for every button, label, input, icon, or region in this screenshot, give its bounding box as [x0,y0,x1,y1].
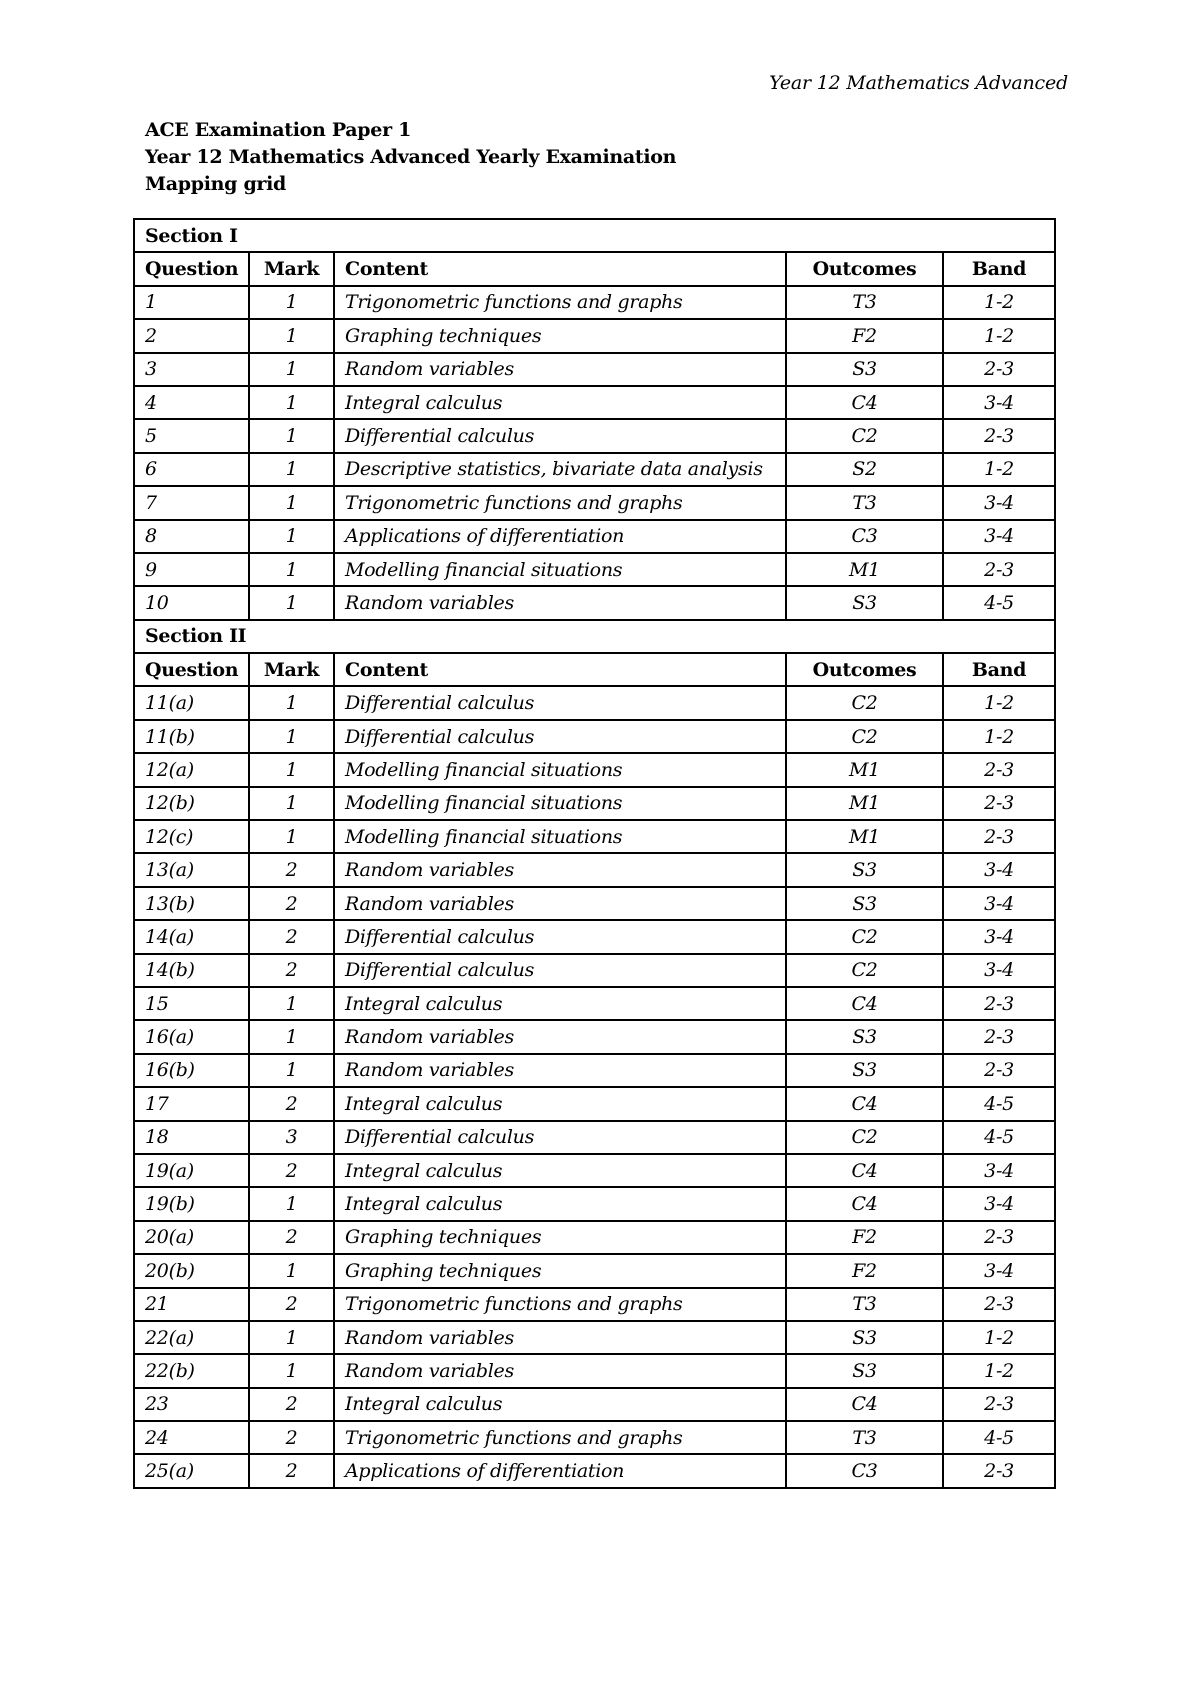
cell-band: 2-3 [943,419,1055,452]
cell-outcome: T3 [786,286,943,319]
column-header-question: Question [134,653,249,686]
cell-question: 19(b) [134,1187,249,1220]
document-title [145,117,676,198]
cell-outcome: S2 [786,453,943,486]
cell-content: Random variables [334,1354,786,1387]
cell-mark: 2 [249,1087,334,1120]
cell-band: 1-2 [943,720,1055,753]
table-row [134,686,1055,719]
section-title: Section II [134,620,1055,653]
cell-band: 3-4 [943,1187,1055,1220]
cell-content: Integral calculus [334,1154,786,1187]
cell-band: 1-2 [943,1321,1055,1354]
cell-outcome: M1 [786,787,943,820]
table-row [134,419,1055,452]
cell-question: 15 [134,987,249,1020]
cell-outcome: F2 [786,1254,943,1287]
table-row [134,920,1055,953]
cell-question: 5 [134,419,249,452]
cell-outcome: M1 [786,820,943,853]
cell-mark: 2 [249,1454,334,1487]
column-header-outcome: Outcomes [786,653,943,686]
cell-content: Graphing techniques [334,1221,786,1254]
cell-mark: 2 [249,887,334,920]
table-row [134,853,1055,886]
cell-content: Integral calculus [334,1388,786,1421]
table-row [134,1154,1055,1187]
cell-content: Differential calculus [334,920,786,953]
cell-question: 22(a) [134,1321,249,1354]
cell-question: 12(c) [134,820,249,853]
cell-question: 19(a) [134,1154,249,1187]
cell-band: 3-4 [943,887,1055,920]
cell-question: 23 [134,1388,249,1421]
cell-content: Differential calculus [334,720,786,753]
cell-outcome: S3 [786,1020,943,1053]
cell-band: 2-3 [943,787,1055,820]
cell-mark: 1 [249,386,334,419]
cell-question: 4 [134,386,249,419]
cell-band: 4-5 [943,1421,1055,1454]
cell-outcome: T3 [786,1288,943,1321]
table-row [134,1421,1055,1454]
cell-mark: 1 [249,720,334,753]
cell-mark: 1 [249,1054,334,1087]
table-row [134,987,1055,1020]
cell-outcome: F2 [786,1221,943,1254]
cell-mark: 1 [249,553,334,586]
cell-mark: 1 [249,753,334,786]
cell-question: 2 [134,319,249,352]
cell-mark: 2 [249,1288,334,1321]
cell-band: 2-3 [943,820,1055,853]
cell-content: Modelling financial situations [334,787,786,820]
cell-outcome: C3 [786,1454,943,1487]
cell-mark: 1 [249,353,334,386]
cell-outcome: C2 [786,720,943,753]
cell-outcome: C2 [786,686,943,719]
cell-content: Modelling financial situations [334,820,786,853]
cell-content: Random variables [334,353,786,386]
cell-band: 4-5 [943,586,1055,619]
table-row [134,1187,1055,1220]
table-row [134,553,1055,586]
cell-question: 8 [134,520,249,553]
section-title: Section I [134,219,1055,252]
table-row [134,1321,1055,1354]
cell-content: Applications of differentiation [334,1454,786,1487]
table-row [134,820,1055,853]
cell-mark: 1 [249,820,334,853]
table-row [134,1354,1055,1387]
cell-mark: 1 [249,453,334,486]
cell-outcome: S3 [786,1354,943,1387]
cell-band: 2-3 [943,1020,1055,1053]
table-row [134,1454,1055,1487]
cell-content: Graphing techniques [334,319,786,352]
column-header-content: Content [334,252,786,285]
column-header-outcome: Outcomes [786,252,943,285]
cell-content: Applications of differentiation [334,520,786,553]
cell-question: 11(b) [134,720,249,753]
cell-band: 4-5 [943,1121,1055,1154]
table-row [134,319,1055,352]
cell-content: Random variables [334,1054,786,1087]
cell-content: Differential calculus [334,1121,786,1154]
cell-mark: 1 [249,520,334,553]
cell-band: 2-3 [943,553,1055,586]
cell-outcome: S3 [786,887,943,920]
table-row [134,386,1055,419]
cell-question: 6 [134,453,249,486]
cell-mark: 2 [249,853,334,886]
table-row [134,753,1055,786]
cell-content: Random variables [334,1020,786,1053]
column-header-content: Content [334,653,786,686]
cell-mark: 1 [249,1020,334,1053]
cell-mark: 1 [249,1187,334,1220]
cell-outcome: M1 [786,753,943,786]
cell-band: 1-2 [943,1354,1055,1387]
mapping-grid-body [134,219,1055,1488]
cell-outcome: T3 [786,486,943,519]
cell-outcome: C4 [786,386,943,419]
cell-content: Integral calculus [334,386,786,419]
cell-outcome: S3 [786,1054,943,1087]
cell-content: Differential calculus [334,686,786,719]
cell-band: 3-4 [943,486,1055,519]
cell-outcome: S3 [786,1321,943,1354]
table-row [134,1087,1055,1120]
cell-question: 22(b) [134,1354,249,1387]
cell-mark: 1 [249,1254,334,1287]
table-row [134,954,1055,987]
table-row [134,586,1055,619]
cell-question: 14(b) [134,954,249,987]
cell-content: Modelling financial situations [334,553,786,586]
cell-outcome: S3 [786,353,943,386]
cell-band: 2-3 [943,753,1055,786]
cell-band: 2-3 [943,1454,1055,1487]
cell-question: 10 [134,586,249,619]
cell-content: Graphing techniques [334,1254,786,1287]
cell-outcome: M1 [786,553,943,586]
table-row [134,787,1055,820]
cell-question: 11(a) [134,686,249,719]
cell-band: 1-2 [943,286,1055,319]
cell-band: 3-4 [943,1154,1055,1187]
cell-mark: 1 [249,486,334,519]
cell-question: 12(b) [134,787,249,820]
cell-band: 1-2 [943,686,1055,719]
cell-question: 3 [134,353,249,386]
cell-band: 3-4 [943,386,1055,419]
table-row [134,520,1055,553]
cell-question: 9 [134,553,249,586]
column-header-question: Question [134,252,249,285]
cell-mark: 2 [249,1221,334,1254]
cell-mark: 2 [249,954,334,987]
cell-question: 16(a) [134,1020,249,1053]
table-row [134,1288,1055,1321]
cell-question: 14(a) [134,920,249,953]
cell-band: 1-2 [943,319,1055,352]
mapping-grid-table [133,218,1056,1489]
cell-question: 12(a) [134,753,249,786]
table-row [134,1254,1055,1287]
table-row [134,887,1055,920]
cell-outcome: C4 [786,1154,943,1187]
cell-question: 1 [134,286,249,319]
cell-question: 16(b) [134,1054,249,1087]
cell-band: 2-3 [943,1054,1055,1087]
cell-outcome: C4 [786,1187,943,1220]
cell-content: Integral calculus [334,1087,786,1120]
cell-outcome: C2 [786,1121,943,1154]
title-line-paper: ACE Examination Paper 1 [145,119,412,141]
cell-question: 13(b) [134,887,249,920]
cell-question: 13(a) [134,853,249,886]
cell-band: 2-3 [943,987,1055,1020]
cell-question: 21 [134,1288,249,1321]
cell-mark: 1 [249,686,334,719]
cell-band: 3-4 [943,853,1055,886]
section-header-row [134,620,1055,653]
cell-outcome: F2 [786,319,943,352]
cell-content: Descriptive statistics, bivariate data analysis [334,453,786,486]
cell-band: 1-2 [943,453,1055,486]
cell-content: Differential calculus [334,419,786,452]
cell-band: 2-3 [943,1388,1055,1421]
cell-outcome: S3 [786,853,943,886]
cell-content: Trigonometric functions and graphs [334,1421,786,1454]
table-row [134,353,1055,386]
cell-content: Trigonometric functions and graphs [334,1288,786,1321]
cell-mark: 1 [249,586,334,619]
table-row [134,1388,1055,1421]
table-row [134,1221,1055,1254]
cell-outcome: C3 [786,520,943,553]
cell-band: 2-3 [943,353,1055,386]
cell-question: 18 [134,1121,249,1154]
table-row [134,1020,1055,1053]
column-header-row [134,252,1055,285]
running-header: Year 12 Mathematics Advanced [769,72,1068,94]
cell-mark: 2 [249,1421,334,1454]
cell-content: Integral calculus [334,1187,786,1220]
cell-mark: 1 [249,1354,334,1387]
cell-question: 20(b) [134,1254,249,1287]
cell-band: 2-3 [943,1221,1055,1254]
column-header-band: Band [943,252,1055,285]
cell-content: Random variables [334,853,786,886]
cell-content: Random variables [334,1321,786,1354]
table-row [134,1121,1055,1154]
cell-content: Trigonometric functions and graphs [334,486,786,519]
table-row [134,286,1055,319]
cell-band: 3-4 [943,520,1055,553]
section-header-row [134,219,1055,252]
cell-band: 4-5 [943,1087,1055,1120]
cell-outcome: S3 [786,586,943,619]
cell-mark: 1 [249,987,334,1020]
cell-outcome: C2 [786,954,943,987]
cell-question: 24 [134,1421,249,1454]
cell-mark: 1 [249,319,334,352]
cell-outcome: T3 [786,1421,943,1454]
cell-question: 20(a) [134,1221,249,1254]
cell-content: Integral calculus [334,987,786,1020]
cell-outcome: C4 [786,987,943,1020]
cell-band: 3-4 [943,954,1055,987]
cell-content: Random variables [334,586,786,619]
table-row [134,720,1055,753]
cell-content: Random variables [334,887,786,920]
cell-content: Differential calculus [334,954,786,987]
cell-mark: 1 [249,787,334,820]
cell-mark: 3 [249,1121,334,1154]
cell-mark: 2 [249,920,334,953]
cell-content: Modelling financial situations [334,753,786,786]
column-header-row [134,653,1055,686]
cell-band: 2-3 [943,1288,1055,1321]
table-row [134,1054,1055,1087]
cell-outcome: C2 [786,419,943,452]
cell-question: 7 [134,486,249,519]
cell-mark: 1 [249,286,334,319]
cell-outcome: C2 [786,920,943,953]
cell-outcome: C4 [786,1388,943,1421]
cell-mark: 1 [249,1321,334,1354]
column-header-band: Band [943,653,1055,686]
column-header-mark: Mark [249,653,334,686]
cell-question: 17 [134,1087,249,1120]
cell-mark: 1 [249,419,334,452]
cell-band: 3-4 [943,1254,1055,1287]
cell-band: 3-4 [943,920,1055,953]
cell-outcome: C4 [786,1087,943,1120]
column-header-mark: Mark [249,252,334,285]
title-line-grid: Mapping grid [145,173,287,195]
title-line-exam: Year 12 Mathematics Advanced Yearly Examination [145,146,677,168]
cell-mark: 2 [249,1154,334,1187]
cell-question: 25(a) [134,1454,249,1487]
cell-mark: 2 [249,1388,334,1421]
cell-content: Trigonometric functions and graphs [334,286,786,319]
table-row [134,453,1055,486]
table-row [134,486,1055,519]
